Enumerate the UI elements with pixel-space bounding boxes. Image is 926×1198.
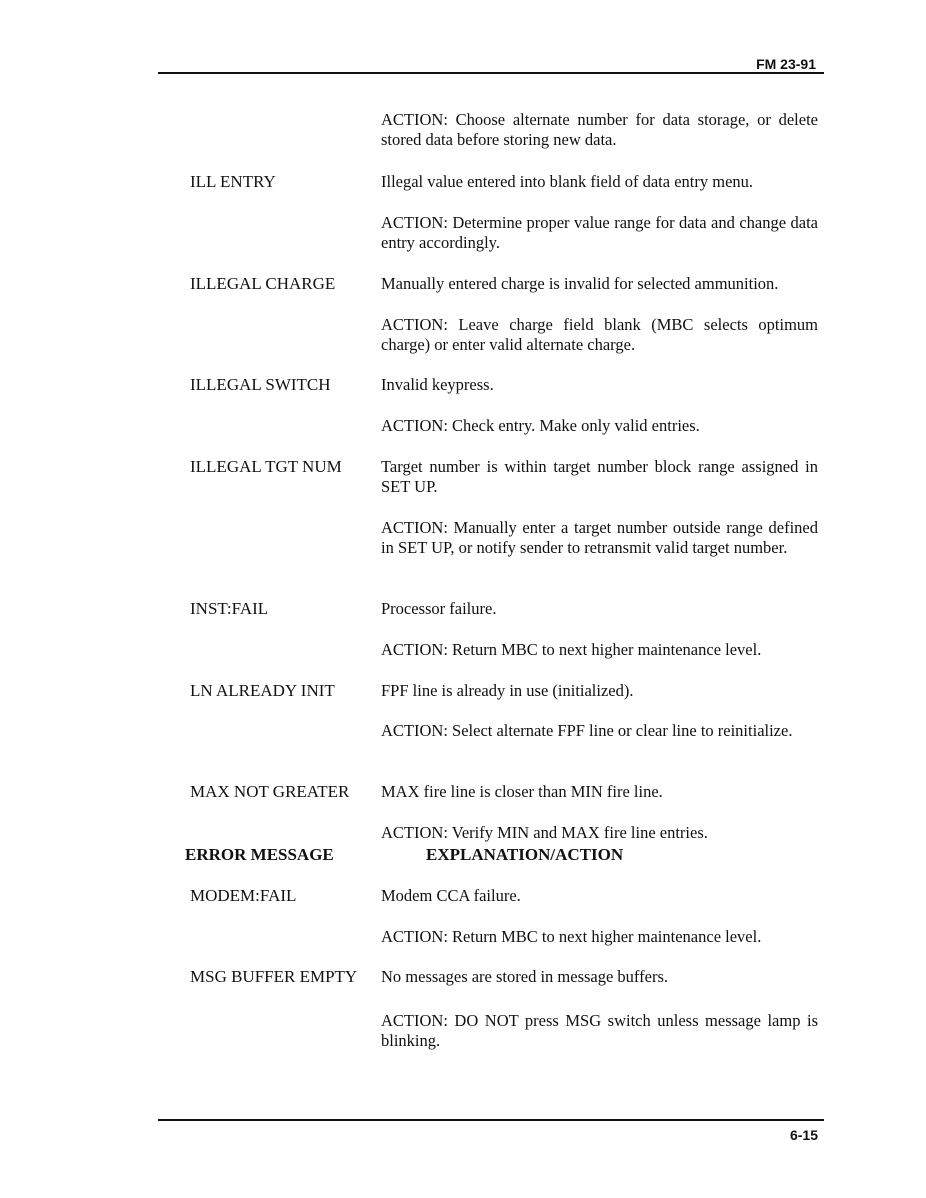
error-action: ACTION: DO NOT press MSG switch unless message lamp is blinking.	[381, 1011, 818, 1050]
error-explanation: No messages are stored in message buffers.	[381, 967, 668, 986]
error-action: ACTION: Return MBC to next higher maintenance level.	[381, 927, 762, 946]
error-code: INST:FAIL	[190, 599, 269, 618]
page-number: 6-15	[789, 1127, 818, 1143]
error-explanation: FPF line is already in use (initialized).	[381, 681, 634, 700]
error-explanation: Manually entered charge is invalid for selected ammunition.	[381, 274, 779, 293]
column-header-explanation-action: EXPLANATION/ACTION	[426, 845, 624, 864]
error-code: LN ALREADY INIT	[190, 681, 335, 700]
error-code: ILLEGAL CHARGE	[190, 274, 336, 293]
error-code: MODEM:FAIL	[190, 886, 297, 905]
error-explanation: Invalid keypress.	[381, 375, 494, 394]
footer-rule	[158, 1119, 824, 1121]
error-action: ACTION: Return MBC to next higher maintenance level.	[381, 640, 762, 659]
error-explanation: Modem CCA failure.	[381, 886, 521, 905]
error-code: ILLEGAL SWITCH	[190, 375, 331, 394]
error-explanation: Target number is within target number block range assigned in SET UP.	[381, 457, 818, 496]
column-header-error-message: ERROR MESSAGE	[185, 845, 334, 864]
error-code: MAX NOT GREATER	[190, 782, 350, 801]
error-explanation: Illegal value entered into blank field of data entry menu.	[381, 172, 754, 191]
error-action: ACTION: Determine proper value range for data and change data entry accordingly.	[381, 213, 818, 252]
document-id: FM 23-91	[756, 56, 816, 72]
error-code: ILLEGAL TGT NUM	[190, 457, 342, 476]
error-code: MSG BUFFER EMPTY	[190, 967, 358, 986]
error-explanation: MAX fire line is closer than MIN fire line.	[381, 782, 663, 801]
error-explanation: Processor failure.	[381, 599, 497, 618]
continued-action-text: ACTION: Choose alternate number for data storage, or delete stored data before storing new data.	[381, 110, 818, 149]
error-action: ACTION: Select alternate FPF line or clear line to reinitialize.	[381, 721, 793, 740]
error-code: ILL ENTRY	[190, 172, 276, 191]
error-action: ACTION: Check entry. Make only valid entries.	[381, 416, 700, 435]
error-action: ACTION: Leave charge field blank (MBC selects optimum charge) or enter valid alternate charge.	[381, 315, 818, 354]
error-action: ACTION: Manually enter a target number outside range defined in SET UP, or notify sender to retransmit valid target number.	[381, 518, 818, 557]
header-rule	[158, 72, 824, 74]
error-action: ACTION: Verify MIN and MAX fire line entries.	[381, 823, 708, 842]
